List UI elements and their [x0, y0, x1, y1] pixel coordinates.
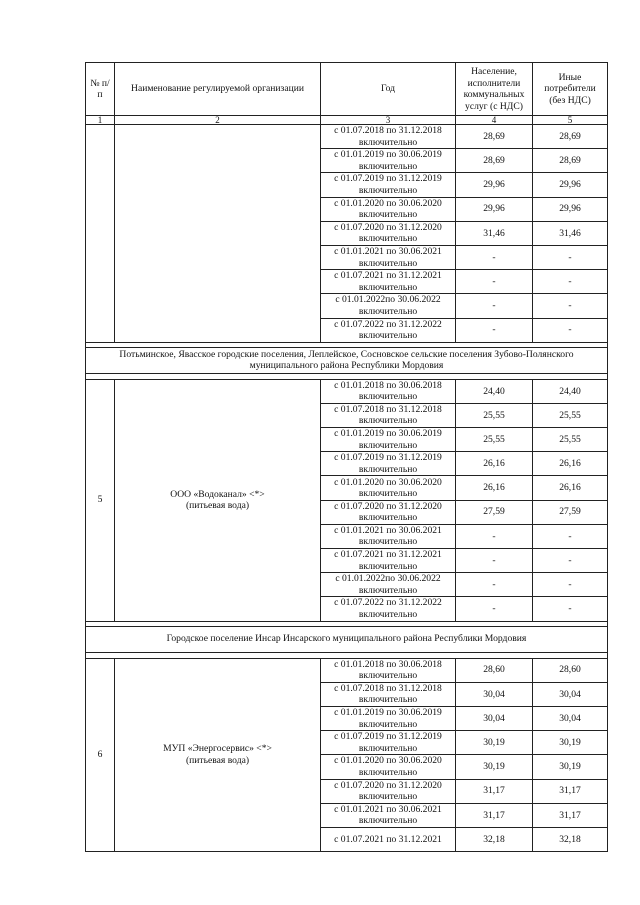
- period-dates: с 01.07.2020 по 31.12.2020: [334, 779, 442, 791]
- period-inclusive: включительно: [358, 718, 418, 730]
- tariff-other: 26,16: [533, 476, 608, 500]
- period-inclusive: включительно: [358, 415, 418, 427]
- tariff-other: 32,18: [533, 827, 608, 851]
- period-cell: [321, 803, 456, 827]
- period-dates: с 01.01.2021 по 30.06.2021: [334, 246, 442, 258]
- period-inclusive: включительно: [358, 330, 418, 342]
- period-cell: [321, 658, 456, 682]
- tariff-population: 29,96: [456, 197, 533, 221]
- tariff-population: 27,59: [456, 500, 533, 524]
- tariff-other: 25,55: [533, 428, 608, 452]
- organization-cell: [115, 658, 321, 852]
- period-inclusive: включительно: [358, 670, 418, 682]
- period-inclusive: включительно: [358, 766, 418, 778]
- period-inclusive: включительно: [358, 281, 418, 293]
- period-inclusive: включительно: [358, 536, 418, 548]
- tariff-population: 31,46: [456, 221, 533, 245]
- period-inclusive: включительно: [358, 305, 418, 317]
- tariff-other: 28,60: [533, 658, 608, 682]
- row-number: 5: [86, 379, 115, 621]
- period-dates: с 01.01.2018 по 30.06.2018: [334, 379, 442, 391]
- period-inclusive: включительно: [358, 136, 418, 148]
- period-cell: [321, 500, 456, 524]
- period-inclusive: включительно: [358, 233, 418, 245]
- period-cell: [321, 452, 456, 476]
- tariff-other: 29,96: [533, 197, 608, 221]
- tariff-population: 28,69: [456, 125, 533, 149]
- tariff-population: 29,96: [456, 173, 533, 197]
- column-number: 1: [86, 116, 115, 125]
- tariff-population: 25,55: [456, 403, 533, 427]
- period-cell: [321, 706, 456, 730]
- tariff-other: -: [533, 294, 608, 318]
- period-inclusive: включительно: [358, 463, 418, 475]
- period-dates: с 01.01.2019 по 30.06.2019: [334, 428, 442, 440]
- period-cell: [321, 197, 456, 221]
- tariff-other: 29,96: [533, 173, 608, 197]
- period-cell: [321, 125, 456, 149]
- tariff-population: 25,55: [456, 428, 533, 452]
- header-other-consumers: Иные потребители (без НДС): [533, 63, 608, 116]
- tariff-population: 26,16: [456, 452, 533, 476]
- period-dates: с 01.01.2021 по 30.06.2021: [334, 524, 442, 536]
- period-inclusive: включительно: [358, 439, 418, 451]
- tariff-other: -: [533, 318, 608, 342]
- period-cell: [321, 270, 456, 294]
- period-cell: [321, 524, 456, 548]
- period-inclusive: включительно: [358, 742, 418, 754]
- column-number-row: [86, 116, 608, 125]
- period-dates: с 01.07.2021 по 31.12.2021: [334, 549, 442, 561]
- tariff-population: -: [456, 549, 533, 573]
- organization-name: МУП «Энергосервис» <*>: [163, 743, 272, 755]
- column-number: 2: [115, 116, 321, 125]
- tariff-population: 30,19: [456, 731, 533, 755]
- tariff-population: -: [456, 294, 533, 318]
- tariff-other: 30,04: [533, 682, 608, 706]
- tariff-other: 28,69: [533, 125, 608, 149]
- column-number: 5: [533, 116, 608, 125]
- tariff-other: -: [533, 270, 608, 294]
- period-cell: [321, 476, 456, 500]
- period-inclusive: включительно: [358, 184, 418, 196]
- tariff-population: 24,40: [456, 379, 533, 403]
- tariff-other: 30,19: [533, 755, 608, 779]
- tariff-other: -: [533, 524, 608, 548]
- tariff-other: 31,46: [533, 221, 608, 245]
- period-inclusive: включительно: [358, 608, 418, 620]
- tariff-other: -: [533, 597, 608, 621]
- period-dates: с 01.07.2022 по 31.12.2022: [334, 597, 442, 609]
- tariff-population: 30,19: [456, 755, 533, 779]
- tariff-other: 27,59: [533, 500, 608, 524]
- organization-cell: [115, 125, 321, 343]
- column-number: 3: [321, 116, 456, 125]
- row-number: [86, 125, 115, 343]
- tariff-population: 32,18: [456, 827, 533, 851]
- header-num: № п/п: [86, 63, 115, 116]
- tariff-population: 31,17: [456, 803, 533, 827]
- period-dates: с 01.01.2018 по 30.06.2018: [334, 658, 442, 670]
- period-dates: с 01.01.2020 по 30.06.2020: [334, 476, 442, 488]
- tariff-other: 25,55: [533, 403, 608, 427]
- period-inclusive: включительно: [358, 791, 418, 803]
- section-heading: Городское поселение Инсар Инсарского муниципального района Республики Мордовия: [86, 626, 608, 652]
- tariff-population: 31,17: [456, 779, 533, 803]
- organization-note: (питьевая вода): [185, 500, 250, 512]
- tariff-other: -: [533, 245, 608, 269]
- period-dates: с 01.01.2022по 30.06.2022: [335, 294, 441, 306]
- tariff-other: -: [533, 573, 608, 597]
- table-row: [86, 379, 608, 403]
- period-inclusive: включительно: [358, 488, 418, 500]
- period-cell: [321, 428, 456, 452]
- period-dates: с 01.07.2022 по 31.12.2022: [334, 318, 442, 330]
- row-number: 6: [86, 658, 115, 852]
- period-inclusive: включительно: [358, 815, 418, 827]
- period-dates: с 01.07.2020 по 31.12.2020: [334, 500, 442, 512]
- period-dates: с 01.01.2020 по 30.06.2020: [334, 197, 442, 209]
- tariff-other: 31,17: [533, 803, 608, 827]
- tariff-population: -: [456, 597, 533, 621]
- period-dates: с 01.07.2021 по 31.12.2021: [334, 833, 442, 845]
- period-cell: [321, 731, 456, 755]
- period-dates: с 01.07.2021 по 31.12.2021: [334, 270, 442, 282]
- column-number: 4: [456, 116, 533, 125]
- table-row: [86, 125, 608, 149]
- section-row: [86, 626, 608, 652]
- tariff-population: 30,04: [456, 706, 533, 730]
- period-cell: [321, 173, 456, 197]
- period-cell: [321, 318, 456, 342]
- period-inclusive: включительно: [358, 560, 418, 572]
- period-cell: [321, 682, 456, 706]
- header-row: [86, 63, 608, 116]
- period-dates: с 01.01.2022по 30.06.2022: [335, 573, 441, 585]
- period-dates: с 01.07.2019 по 31.12.2019: [334, 452, 442, 464]
- tariff-other: 26,16: [533, 452, 608, 476]
- organization-note: (питьевая вода): [185, 754, 250, 766]
- organization-cell: [115, 379, 321, 621]
- period-dates: с 01.07.2018 по 31.12.2018: [334, 682, 442, 694]
- tariff-other: 28,69: [533, 149, 608, 173]
- period-inclusive: включительно: [358, 209, 418, 221]
- period-inclusive: включительно: [358, 694, 418, 706]
- period-dates: с 01.07.2019 по 31.12.2019: [334, 173, 442, 185]
- period-cell: [321, 403, 456, 427]
- period-cell: [321, 827, 456, 851]
- tariff-population: -: [456, 270, 533, 294]
- tariff-other: 30,19: [533, 731, 608, 755]
- period-cell: [321, 245, 456, 269]
- tariff-table: [85, 62, 608, 852]
- period-cell: [321, 573, 456, 597]
- tariff-population: -: [456, 573, 533, 597]
- tariff-population: 30,04: [456, 682, 533, 706]
- period-cell: [321, 549, 456, 573]
- period-cell: [321, 294, 456, 318]
- period-cell: [321, 379, 456, 403]
- period-dates: с 01.07.2018 по 31.12.2018: [334, 403, 442, 415]
- tariff-population: 28,69: [456, 149, 533, 173]
- period-dates: с 01.01.2019 по 30.06.2019: [334, 149, 442, 161]
- period-dates: с 01.01.2020 по 30.06.2020: [334, 755, 442, 767]
- tariff-population: 26,16: [456, 476, 533, 500]
- period-inclusive: включительно: [358, 512, 418, 524]
- period-dates: с 01.07.2020 по 31.12.2020: [334, 221, 442, 233]
- period-inclusive: включительно: [358, 160, 418, 172]
- period-cell: [321, 221, 456, 245]
- tariff-population: -: [456, 524, 533, 548]
- period-cell: [321, 149, 456, 173]
- period-cell: [321, 779, 456, 803]
- tariff-other: 31,17: [533, 779, 608, 803]
- tariff-other: -: [533, 549, 608, 573]
- period-dates: с 01.07.2019 по 31.12.2019: [334, 731, 442, 743]
- period-dates: с 01.01.2019 по 30.06.2019: [334, 707, 442, 719]
- header-organization: Наименование регулируемой организации: [115, 63, 321, 116]
- header-year: Год: [321, 63, 456, 116]
- period-inclusive: включительно: [358, 257, 418, 269]
- section-row: [86, 347, 608, 373]
- tariff-population: -: [456, 318, 533, 342]
- tariff-population: -: [456, 245, 533, 269]
- table-row: [86, 658, 608, 682]
- organization-name: ООО «Водоканал» <*>: [170, 488, 265, 500]
- period-inclusive: включительно: [358, 391, 418, 403]
- tariff-population: 28,60: [456, 658, 533, 682]
- period-inclusive: включительно: [358, 584, 418, 596]
- header-population: Население, исполнители коммунальных услуг (с НДС): [456, 63, 533, 116]
- period-dates: с 01.01.2021 по 30.06.2021: [334, 803, 442, 815]
- tariff-table-body: [86, 63, 608, 852]
- tariff-other: 24,40: [533, 379, 608, 403]
- period-cell: [321, 597, 456, 621]
- section-heading: Потьминское, Явасское городские поселения, Леплейское, Сосновское сельские поселения Зубово-Полянского муниципального района Республики Мордовия: [86, 347, 608, 373]
- period-dates: с 01.07.2018 по 31.12.2018: [334, 125, 442, 137]
- tariff-other: 30,04: [533, 706, 608, 730]
- period-cell: [321, 755, 456, 779]
